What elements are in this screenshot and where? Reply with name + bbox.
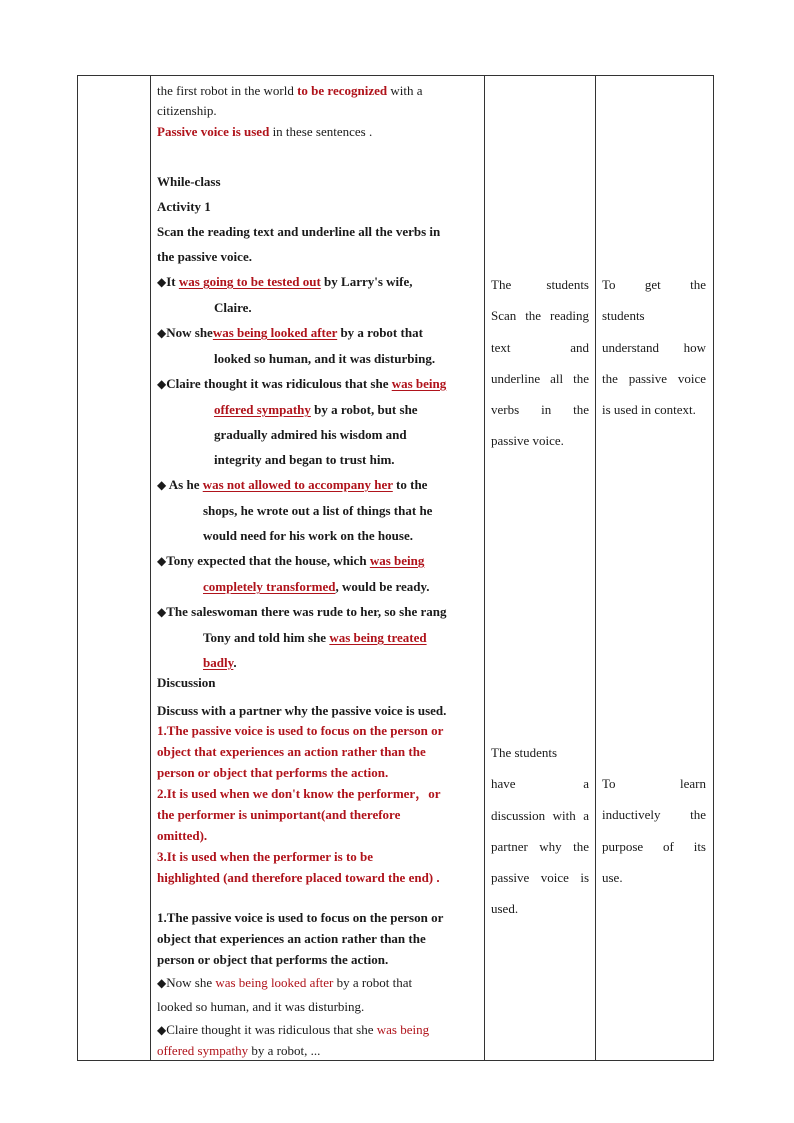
stage-column-cell — [78, 76, 151, 1061]
discussion-header — [157, 669, 479, 725]
intro-block — [157, 81, 479, 142]
diamond-bullet-icon: ◆ — [157, 326, 167, 340]
discussion-point-1: 1.The passive voice is used to focus on the person or object that experiences an action rather than the person or object that performs the action. — [157, 910, 444, 967]
discussion-answers: 1.The passive voice is used to focus on the person or object that experiences an action rather than the person or object that performs the action. 2.It is used when we don't know the performer，or the performer is unimportant(and therefore omitted). 3.It is used when the performer is to be highlighted (and therefore placed toward the end) . — [157, 723, 444, 885]
sentence-continuation: would need for his work on the house. — [203, 528, 413, 543]
sentence-continuation: integrity and began to trust him. — [214, 452, 395, 467]
underlined-verb: was not allowed to accompany her — [202, 477, 393, 492]
underlined-verb: badly — [203, 655, 234, 670]
sentence-continuation: looked so human, and it was disturbing. — [214, 351, 436, 366]
content-column-cell — [151, 76, 485, 1061]
section-heading: Discussion — [157, 675, 216, 690]
instruction-text: Scan the reading text and underline all the verbs in — [157, 224, 441, 239]
diamond-bullet-icon: ◆ — [157, 478, 167, 492]
intro-text: citizenship. — [157, 103, 217, 118]
sentence-1: ◆It was going to be tested out by Larry's wife, — [157, 274, 413, 289]
purpose-column — [596, 76, 714, 1061]
students-block-1: The students Scan the reading text and underline all the verbs in the passive voice. — [491, 277, 589, 449]
sentence-3: ◆Claire thought it was ridiculous that she was being — [157, 376, 447, 391]
sentence-4: ◆ As he was not allowed to accompany her to the — [157, 477, 428, 492]
students-activity-column — [485, 76, 596, 1061]
passive-phrase: was being looked after — [215, 975, 334, 990]
diamond-bullet-icon: ◆ — [157, 976, 167, 990]
diamond-bullet-icon: ◆ — [157, 377, 167, 391]
underlined-verb: offered sympathy — [214, 402, 311, 417]
sentence-continuation: gradually admired his wisdom and — [214, 427, 407, 442]
underlined-verb: was being looked after — [212, 325, 338, 340]
while-class-block: While-class Activity 1 Scan the reading text and underline all the verbs in the passive voice. ◆It was going to be tested out by Larry's wife, Claire. ◆Now shewas being looked after by a robot that looked so human, and it was disturbing. ◆Claire thought it was ridiculous that she was being offered sympathy by a robot, but she gradually admired his wisdom and integrity and began to trust him. ◆ As he was not allowed to accompany her to the shops, he wrote out a list of things that he would need for his work on the house. ◆Tony expected that the house, which was being completely transformed, would be ready. ◆The saleswoman there was rude to her, so she rang Tony and told him she was being treated badly. — [157, 169, 479, 675]
discussion-prompt: Discuss with a partner why the passive voice is used. — [157, 703, 447, 718]
diamond-bullet-icon: ◆ — [157, 554, 167, 568]
diamond-bullet-icon: ◆ — [157, 275, 167, 289]
intro-text: in these sentences . — [269, 124, 373, 139]
purpose-block-1: To get the students understand how the passive voice is used in context. — [602, 277, 706, 418]
passive-phrase: to be recognized — [297, 83, 388, 98]
diamond-bullet-icon: ◆ — [157, 605, 167, 619]
sentence-continuation: shops, he wrote out a list of things that he — [203, 503, 433, 518]
passive-note: Passive voice is used — [157, 124, 270, 139]
sentence-5: ◆Tony expected that the house, which was being — [157, 553, 425, 568]
discussion-examples: ◆Now she was being looked after by a robot that looked so human, and it was disturbing. ◆Claire thought it was ridiculous that she was being offered sympathy by a robot, ... — [157, 975, 430, 1058]
diamond-bullet-icon: ◆ — [157, 1023, 167, 1037]
passive-phrase: offered sympathy — [157, 1043, 249, 1058]
section-heading: While-class — [157, 174, 221, 189]
intro-text: the first robot in the world — [157, 83, 298, 98]
activity-heading: Activity 1 — [157, 199, 211, 214]
underlined-verb: was being treated — [329, 630, 427, 645]
purpose-block-2: To learn inductively the purpose of its use. — [602, 776, 706, 885]
table-row — [78, 76, 714, 1061]
students-block-2: The students have a discussion with a partner why the passive voice is used. — [491, 745, 589, 917]
instruction-text: the passive voice. — [157, 249, 252, 264]
lesson-plan-table — [77, 75, 714, 1061]
underlined-verb: was being — [391, 376, 447, 391]
sentence-6: ◆The saleswoman there was rude to her, so she rang — [157, 604, 447, 619]
underlined-verb: was being — [369, 553, 425, 568]
underlined-verb: was going to be tested out — [178, 274, 321, 289]
sentence-continuation: Claire. — [214, 300, 252, 315]
passive-phrase: was being — [376, 1022, 430, 1037]
intro-text: with a — [387, 83, 423, 98]
sentence-2: ◆Now shewas being looked after by a robot that — [157, 325, 423, 340]
underlined-verb: completely transformed — [203, 579, 336, 594]
